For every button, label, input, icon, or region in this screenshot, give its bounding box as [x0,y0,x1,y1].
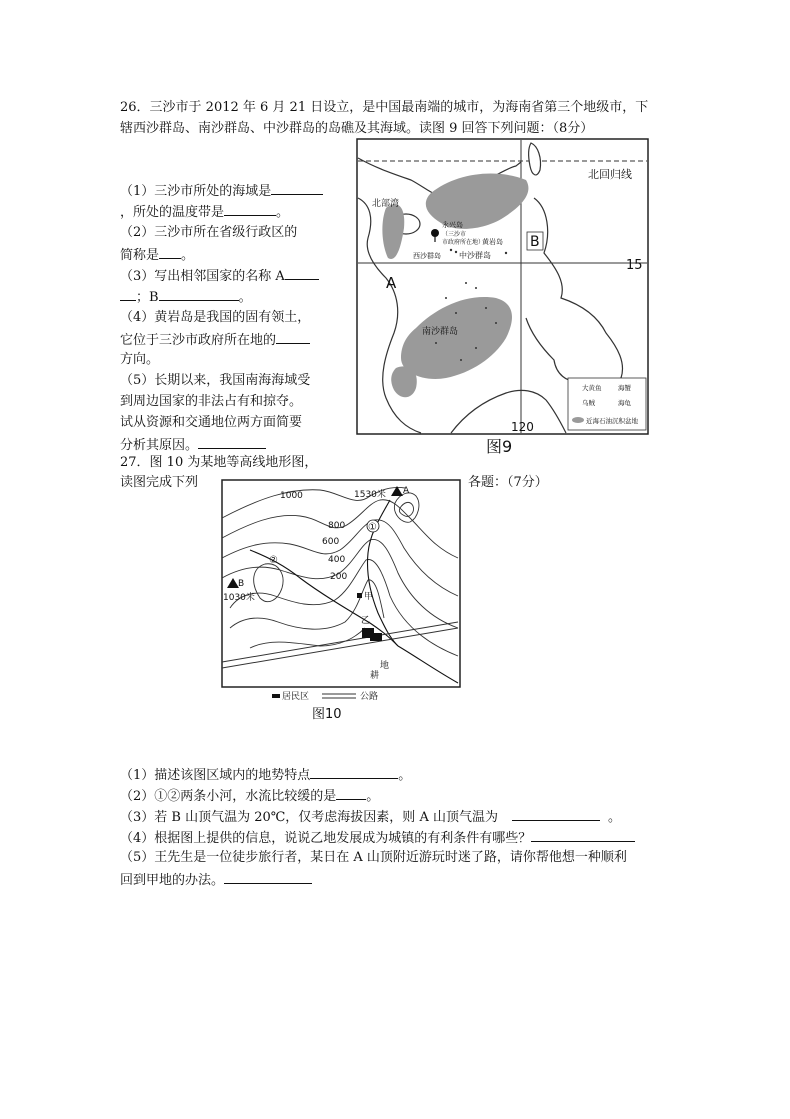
q26-part3-line2: ；B 。 [120,287,252,307]
peak-a-height: 1530米 [354,490,386,500]
yongxing-label: 永兴岛 [442,221,463,229]
contour-400: 400 [328,555,346,565]
river-1-label: ① [368,522,377,533]
q27-part3: （3）若 B 山顶气温为 20℃，仅考虑海拔因素，则 A 山顶气温为 。 [120,807,621,827]
q27-intro-line3: 各题：（7分） [468,475,548,490]
legend-residential-swatch [272,694,280,698]
figure-10-contour-map [220,478,462,724]
q26-part4-line2: 它位于三沙市政府所在地的 [120,330,310,350]
q27-intro-line1: 27．图 10 为某地等高线地形图， [120,455,318,470]
gov-label-2: 市政府所在地） [442,239,485,246]
beibu-label: 北部湾 [372,199,400,209]
zhongsha-label: 中沙群岛 [459,251,491,260]
q26-part4-line3: 方向。 [120,352,160,367]
q27-part1: （1）描述该图区域内的地势特点 。 [120,765,411,785]
q26-part5-line4: 分析其原因。 [120,435,266,455]
settlement-yi-marker-2 [370,633,382,641]
q26-part5-line1: （5）长期以来，我国南海海域受 [120,373,311,388]
settlement-jia-label: 甲 [364,592,374,602]
q26-part5-line3: 试从资源和交通地位两方面简要 [120,415,303,430]
q26-intro-line2: 辖西沙群岛、南沙群岛、中沙群岛的岛礁及其海域。读图 9 回答下列问题：（8分） [120,121,594,136]
q27-part4: （4）根据图上提供的信息，说说乙地发展成为城镇的有利条件有哪些？ [120,828,635,848]
nansha-label: 南沙群岛 [422,327,459,337]
peak-b-height: 1030米 [223,593,255,603]
xisha-label: 西沙群岛 [413,252,441,260]
q26-part3-line1: （3）写出相邻国家的名称 A [120,266,319,286]
q26-part2-line1: （2）三沙市所在省级行政区的 [120,225,298,240]
contour-1000: 1000 [280,491,303,501]
country-a-label: A [386,274,397,292]
settlement-jia-marker [357,593,362,598]
q26-part4-line1: （4）黄岩岛是我国的固有领土， [120,310,311,325]
contour-200: 200 [330,572,348,582]
q26-part5-line2: 到周边国家的非法占有和掠夺。 [120,394,303,409]
q27-part2: （2）①②两条小河，水流比较缓的是 。 [120,786,379,806]
legend-road-label: 公路 [360,692,379,702]
q26-part1-line2: ，所处的温度带是 。 [120,202,289,222]
fig9-caption: 图9 [486,437,513,456]
huangyan-label: 黄岩岛 [482,238,503,246]
farmland-label-1: 耕 [370,671,380,681]
legend-item-2: 海蟹 [618,384,631,392]
legend-residential-label: 居民区 [282,692,310,702]
fig10-caption: 图10 [312,707,342,722]
q26-part1-line1: （1）三沙市所处的海域是 [120,181,323,201]
country-b-label: B [530,234,540,250]
lon-120-label: 120 [511,420,534,434]
q26-intro-line1: 26．三沙市于 2012 年 6 月 21 日设立，是中国最南端的城市，为海南省第三个地级市，下 [120,100,649,115]
lat-15-label: 15 [626,258,643,273]
legend-item-1: 大黄鱼 [582,384,602,392]
peak-b-label: B [238,579,245,589]
legend-oil-swatch [572,417,584,423]
contour-600: 600 [322,537,340,547]
peak-a-label: A [403,486,410,496]
legend-item-4: 海龟 [618,399,631,407]
q27-part5-line2: 回到甲地的办法。 [120,870,312,890]
q26-part2-line2: 简称是 。 [120,245,194,265]
contour-800: 800 [328,521,346,531]
gov-label-1: （三沙市 [442,231,467,238]
river-2-label: ② [269,555,278,566]
farmland-label-2: 地 [380,661,390,671]
tropic-label: 北回归线 [588,168,632,181]
legend-item-3: 乌贼 [582,399,595,407]
settlement-yi-label: 乙 [361,616,371,626]
figure-9-map [356,138,650,456]
legend-item-5: 近海石油沉积盆地 [586,417,638,425]
q27-intro-line2: 读图完成下列 [120,475,199,490]
q27-part5-line1: （5）王先生是一位徒步旅行者，某日在 A 山顶附近游玩时迷了路，请你帮他想一种顺利 [120,850,627,865]
